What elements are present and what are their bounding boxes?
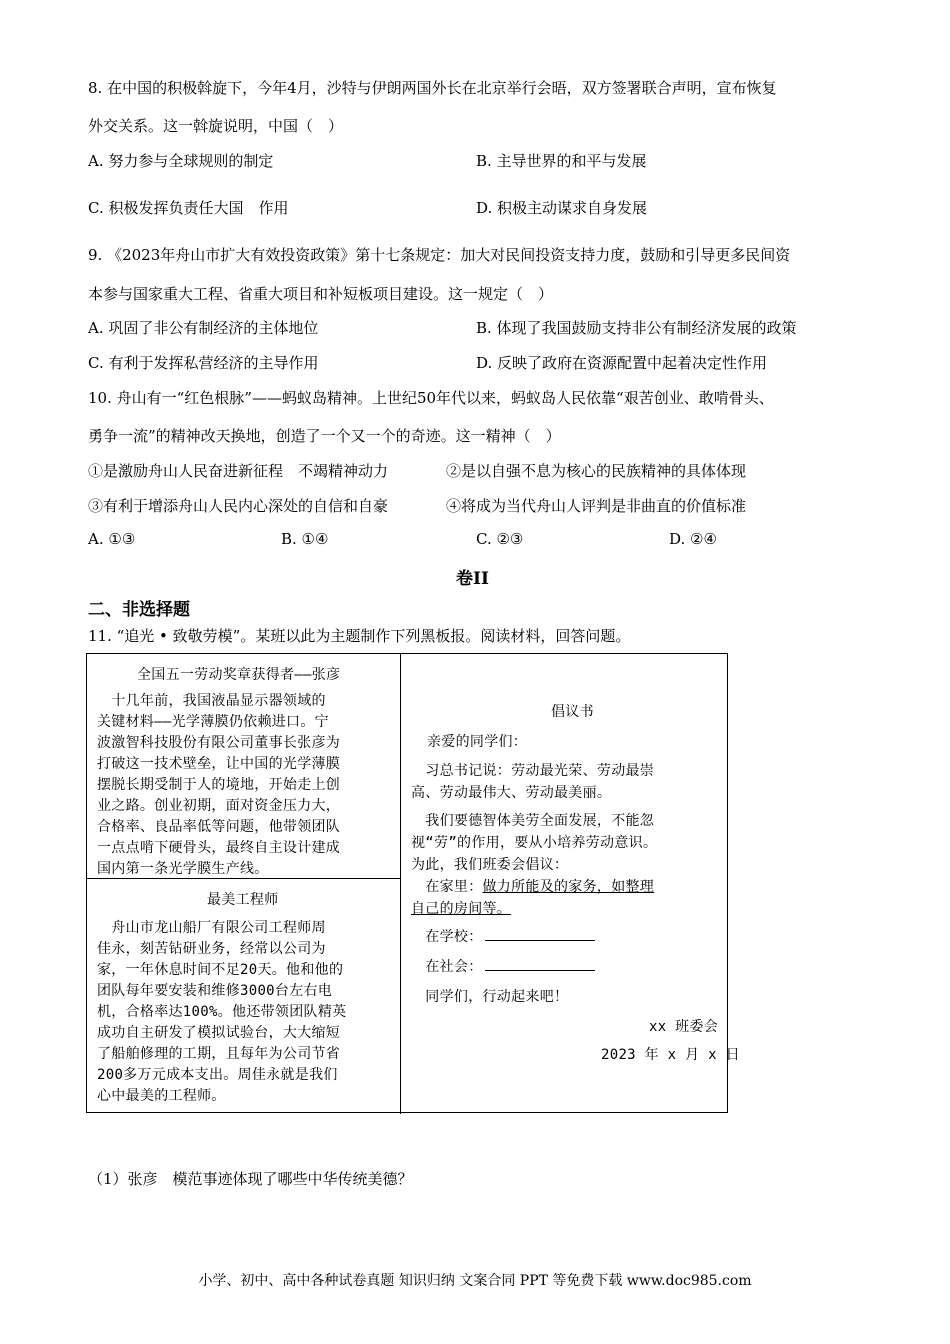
proposal-p2-line2: 视“劳”的作用，要从小培养劳动意识。 [411,835,658,851]
school-label: 在学校： [411,929,483,945]
proposal-p2-line1: 我们要德智体美劳全面发展，不能忽 [411,813,655,829]
q9-stem-line1: 9. 《2023年舟山市扩大有效投资政策》第十七条规定：加大对民间投资支持力度，鼓励和引导更多民间资 [88,246,791,264]
board-text-line: 合格率、良品率低等问题，他带领团队 [97,819,341,835]
q11-intro: 11. “追光 • 致敬劳模”。某班以此为主题制作下列黑板报。阅读材料，回答问题。 [88,627,631,645]
proposal-greeting: 亲爱的同学们： [427,734,528,750]
q9-option-d: D. 反映了政府在资源配置中起着决定性作用 [476,354,768,372]
board-text-line: 摆脱长期受制于人的境地，开始走上创 [97,777,341,793]
q10-option-c: C. ②③ [476,530,524,548]
proposal-title: 倡议书 [551,704,594,720]
zhangyan-title: 全国五一劳动奖章获得者——张彦 [137,667,341,683]
board-text-line: 佳永，刻苦钻研业务，经常以公司为 [97,941,326,957]
q8-option-d: D. 积极主动谋求自身发展 [476,199,648,217]
board-text-line: 业之路。创业初期，面对资金压力大， [97,798,341,814]
board-text-line: 团队每年要安装和维修3000台左右电 [97,983,333,999]
q8-option-a: A. 努力参与全球规则的制定 [88,152,274,170]
board-text-line: 波激智科技股份有限公司董事长张彦为 [97,735,341,751]
q10-statement-2: ②是以自强不息为核心的民族精神的具体体现 [446,462,747,480]
q8-stem-line2: 外交关系。这一斡旋说明，中国（ ） [88,117,344,135]
proposal-p2-line3: 为此，我们班委会倡议： [411,857,569,873]
page-footer: 小学、初中、高中各种试卷真题 知识归纳 文案合同 PPT 等免费下载 www.doc985.com [198,1273,752,1289]
society-label: 在社会： [411,959,483,975]
board-text-line: 心中最美的工程师。 [97,1088,226,1104]
q8-stem-line1: 8. 在中国的积极斡旋下，今年4月，沙特与伊朗两国外长在北京举行会晤，双方签署联合声明，宣布恢复 [88,79,777,97]
q10-option-b: B. ①④ [281,530,329,548]
section-title: 二、非选择题 [88,600,190,620]
q10-statement-3: ③有利于增添舟山人民内心深处的自信和自豪 [88,497,389,515]
q9-stem-line2: 本参与国家重大工程、省重大项目和补短板项目建设。这一规定（ ） [88,285,554,303]
home-answer: 做力所能及的家务，如整理 [482,879,655,895]
q10-option-d: D. ②④ [669,530,717,548]
q9-option-c: C. 有利于发挥私营经济的主导作用 [88,354,319,372]
q11-sub1: （1）张彦 模范事迹体现了哪些中华传统美德？ [88,1170,413,1188]
board-text-line: 成功自主研发了模拟试验台，大大缩短 [97,1025,341,1041]
proposal-signer: xx 班委会 [649,1019,719,1035]
board-text-line: 家，一年休息时间不足20天。他和他的 [97,962,344,978]
board-text-line: 国内第一条光学膜生产线。 [97,861,269,877]
board-proposal-panel [401,654,740,1114]
proposal-call: 同学们，行动起来吧！ [411,989,569,1005]
blackboard-table [86,653,740,1113]
q9-option-a: A. 巩固了非公有制经济的主体地位 [88,319,319,337]
home-label: 在家里： [411,879,483,895]
board-text-line: 关键材料——光学薄膜仍依赖进口。宁 [97,714,329,730]
engineer-title: 最美工程师 [207,892,279,908]
board-text-line: 舟山市龙山船厂有限公司工程师周 [97,920,326,936]
proposal-society-line [411,956,595,976]
proposal-school-line [411,926,595,946]
school-blank[interactable] [485,928,595,941]
q10-stem-line2: 勇争一流”的精神改天换地，创造了一个又一个的奇迹。这一精神（ ） [88,427,561,445]
proposal-p1-line2: 高、劳动最伟大、劳动最美丽。 [411,785,612,801]
q10-statement-1: ①是激励舟山人民奋进新征程 不竭精神动力 [88,462,389,480]
volume-title: 卷II [456,569,489,589]
proposal-home-line2: 自己的房间等。 [411,901,512,917]
proposal-home-line1 [411,876,654,896]
q10-statement-4: ④将成为当代舟山人评判是非曲直的价值标准 [446,497,747,515]
board-text-line: 200多万元成本支出。周佳永就是我们 [97,1067,338,1083]
q8-option-c: C. 积极发挥负责任大国 作用 [88,199,289,217]
society-blank[interactable] [485,958,595,971]
board-engineer-panel [87,879,401,1114]
proposal-p1-line1: 习总书记说：劳动最光荣、劳动最崇 [411,763,655,779]
board-text-line: 打破这一技术壁垒，让中国的光学薄膜 [97,756,341,772]
board-text-line: 一点点啃下硬骨头，最终自主设计建成 [97,840,341,856]
q8-option-b: B. 主导世界的和平与发展 [476,152,647,170]
board-zhangyan-panel [87,654,401,879]
board-text-line: 机，合格率达100%。他还带领团队精英 [97,1004,347,1020]
proposal-date: 2023 年 x 月 x 日 [601,1047,740,1063]
q9-option-b: B. 体现了我国鼓励支持非公有制经济发展的政策 [476,319,797,337]
q10-option-a: A. ①③ [88,530,136,548]
board-text-line: 十几年前，我国液晶显示器领域的 [97,693,326,709]
board-text-line: 了船舶修理的工期，且每年为公司节省 [97,1046,341,1062]
q10-stem-line1: 10. 舟山有一“红色根脉”——蚂蚁岛精神。上世纪50年代以来，蚂蚁岛人民依靠“艰苦创业、敢啃骨头、 [88,389,774,407]
